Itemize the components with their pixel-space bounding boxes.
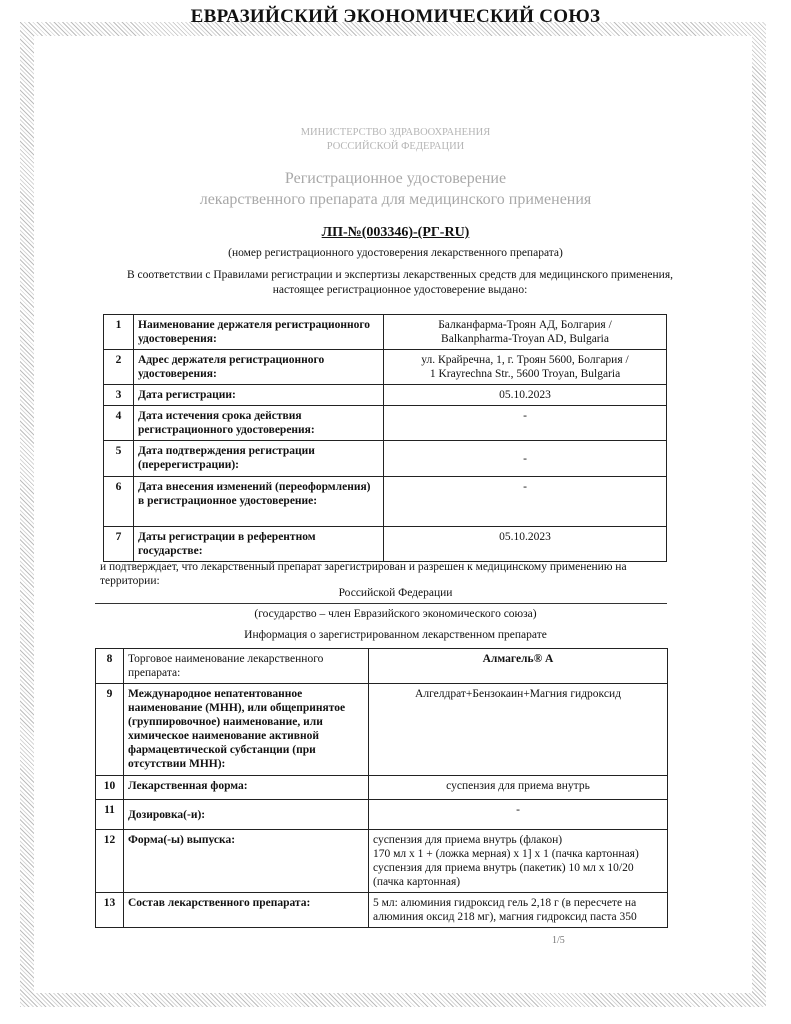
- composition-line-2: алюминия оксид 218 мг), магния гидроксид паста 350: [373, 911, 637, 923]
- table-row: [96, 830, 668, 893]
- ministry-name: [0, 126, 791, 154]
- row-number: 11: [96, 800, 124, 830]
- row-label: Наименование держателя регистрационного удостоверения:: [134, 315, 384, 350]
- row-label: Дата истечения срока действия регистрационного удостоверения:: [134, 406, 384, 441]
- table-row: [96, 800, 668, 830]
- trade-name-value: Алмагель® А: [369, 649, 668, 684]
- certificate-title-line-2: лекарственного препарата для медицинского применения: [199, 191, 592, 208]
- row-label: Международное непатентованное наименование (МНН), или общепринятое (группировочное) наименование, или химическое наименование активной фармацевтической субстанции (при отсутствии МНН):: [124, 684, 369, 776]
- row-value-line-1: Балканфарма-Троян АД, Болгария /: [438, 319, 612, 331]
- row-number: 7: [104, 527, 134, 562]
- ministry-line-1: МИНИСТЕРСТВО ЗДРАВООХРАНЕНИЯ: [300, 127, 491, 138]
- union-title: ЕВРАЗИЙСКИЙ ЭКОНОМИЧЕСКИЙ СОЮЗ: [190, 6, 601, 27]
- row-label: Дозировка(-и):: [124, 800, 369, 830]
- row-number: 13: [96, 893, 124, 928]
- table-row: [104, 385, 667, 406]
- row-number: 1: [104, 315, 134, 350]
- row-value-line-2: Balkanpharma-Troyan AD, Bulgaria: [441, 333, 609, 345]
- row-value: 05.10.2023: [384, 385, 667, 406]
- country-caption: (государство – член Евразийского экономического союза): [254, 608, 537, 620]
- table-row: [96, 893, 668, 928]
- row-value: [384, 315, 667, 350]
- table-row: [104, 350, 667, 385]
- row-label: Форма(-ы) выпуска:: [124, 830, 369, 893]
- row-number: 4: [104, 406, 134, 441]
- row-number: 8: [96, 649, 124, 684]
- registration-number-caption: (номер регистрационного удостоверения лекарственного препарата): [228, 247, 563, 259]
- drug-info-table: [95, 648, 668, 928]
- row-number: 12: [96, 830, 124, 893]
- release-form-line-4: (пачка картонная): [373, 876, 461, 888]
- registration-number: ЛП-№(003346)-(РГ-RU): [321, 225, 470, 240]
- inn-value: Алгелдрат+Бензокаин+Магния гидроксид: [369, 684, 668, 776]
- release-form-line-2: 170 мл х 1 + (ложка мерная) х 1] х 1 (пачка картонная): [373, 848, 639, 860]
- table-row: [96, 684, 668, 776]
- table-row: [104, 315, 667, 350]
- row-value-line-1: ул. Крайречна, 1, г. Троян 5600, Болгария /: [421, 354, 629, 366]
- row-number: 5: [104, 441, 134, 477]
- certificate-title-line-1: Регистрационное удостоверение: [284, 170, 507, 187]
- intro-text: В соответствии с Правилами регистрации и экспертизы лекарственных средств для медицинского применения, настоящее регистрационное удостоверение выдано:: [126, 269, 673, 296]
- row-value: 05.10.2023: [384, 527, 667, 562]
- row-label: Состав лекарственного препарата:: [124, 893, 369, 928]
- table-row: [104, 477, 667, 527]
- row-label: Дата подтверждения регистрации (перерегистрации):: [134, 441, 384, 477]
- row-number: 2: [104, 350, 134, 385]
- drug-info-title: Информация о зарегистрированном лекарственном препарате: [244, 629, 547, 641]
- row-value: -: [384, 441, 667, 477]
- page-number: 1/5: [552, 935, 565, 946]
- row-label: Даты регистрации в референтном государстве:: [134, 527, 384, 562]
- ministry-line-2: РОССИЙСКОЙ ФЕДЕРАЦИИ: [326, 141, 465, 152]
- dosage-form-value: суспензия для приема внутрь: [369, 776, 668, 800]
- row-value: -: [384, 406, 667, 441]
- table-row: [96, 649, 668, 684]
- row-number: 9: [96, 684, 124, 776]
- table-row: [104, 441, 667, 477]
- row-number: 3: [104, 385, 134, 406]
- composition-line-1: 5 мл: алюминия гидроксид гель 2,18 г (в пересчете на: [373, 897, 637, 909]
- release-form-line-3: суспензия для приема внутрь (пакетик) 10 мл х 10/20: [373, 862, 634, 874]
- row-label: Адрес держателя регистрационного удостоверения:: [134, 350, 384, 385]
- confirmation-text: и подтверждает, что лекарственный препарат зарегистрирован и разрешен к медицинскому применению на территории:: [100, 561, 627, 587]
- row-value: [384, 350, 667, 385]
- table-row: [104, 527, 667, 562]
- table-row: [104, 406, 667, 441]
- row-label: Лекарственная форма:: [124, 776, 369, 800]
- certificate-title: [0, 168, 791, 210]
- country-underline: [95, 603, 667, 604]
- row-label: Торговое наименование лекарственного препарата:: [124, 649, 369, 684]
- row-number: 6: [104, 477, 134, 527]
- row-value: -: [384, 477, 667, 527]
- row-number: 10: [96, 776, 124, 800]
- row-label: Дата внесения изменений (переоформления) в регистрационное удостоверение:: [134, 477, 384, 527]
- release-form-value: [369, 830, 668, 893]
- country-name: Российской Федерации: [338, 587, 453, 599]
- release-form-line-1: суспензия для приема внутрь (флакон): [373, 834, 563, 846]
- holder-info-table: [103, 314, 667, 562]
- table-row: [96, 776, 668, 800]
- composition-value: [369, 893, 668, 928]
- dosage-value: -: [369, 800, 668, 830]
- row-label: Дата регистрации:: [134, 385, 384, 406]
- row-value-line-2: 1 Krayrechna Str., 5600 Troyan, Bulgaria: [429, 368, 621, 380]
